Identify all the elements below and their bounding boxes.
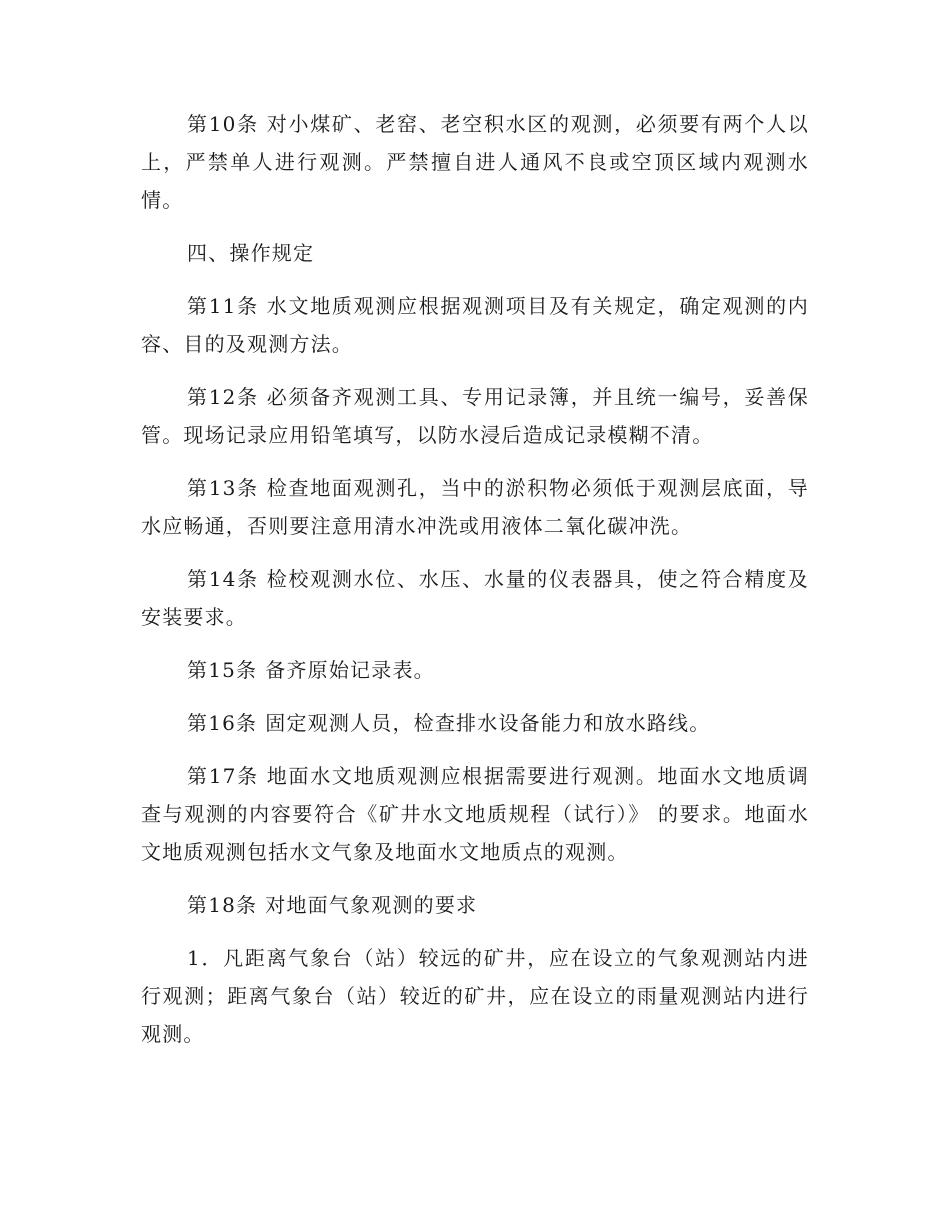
document-page	[141, 105, 809, 1068]
article-number: 第13条	[187, 476, 259, 500]
article-number: 第11条	[187, 294, 259, 318]
paragraph-article-13	[141, 469, 809, 545]
paragraph-article-18	[141, 886, 809, 924]
article-text: 必须备齐观测工具、专用记录簿，并且统一编号，妥善保管。现场记录应用铅笔填写，以防水浸后造成记录模糊不清。	[141, 385, 810, 447]
article-text: 固定观测人员，检查排水设备能力和放水路线。	[265, 711, 711, 735]
paragraph-article-12	[141, 378, 809, 454]
article-text: 水文地质观测应根据观测项目及有关规定，确定观测的内容、目的及观测方法。	[141, 294, 810, 356]
article-text: 对地面气象观测的要求	[265, 893, 478, 917]
article-number: 第16条	[187, 711, 258, 735]
section-heading-operation-rules	[141, 234, 809, 272]
paragraph-article-17	[141, 757, 809, 871]
paragraph-article-10	[141, 105, 809, 219]
paragraph-article-15	[141, 651, 809, 689]
article-number: 第17条	[187, 764, 259, 788]
paragraph-article-14	[141, 560, 809, 636]
article-text: 地面水文地质观测应根据需要进行观测。地面水文地质调查与观测的内容要符合《矿井水文地质规程（试行）》 的要求。地面水文地质观测包括水文气象及地面水文地质点的观测。	[141, 764, 810, 864]
article-number: 第14条	[187, 567, 259, 591]
article-text: 检校观测水位、水压、水量的仪表器具，使之符合精度及安装要求。	[141, 567, 810, 629]
paragraph-article-11	[141, 287, 809, 363]
article-number: 第10条	[187, 112, 259, 136]
section-heading-text: 四、操作规定	[187, 241, 315, 265]
paragraph-article-16	[141, 704, 809, 742]
article-text: 备齐原始记录表。	[265, 658, 435, 682]
article-number: 第18条	[187, 893, 258, 917]
list-item-text: 1．凡距离气象台（站）较远的矿井，应在设立的气象观测站内进行观测；距离气象台（站）较近的矿井，应在设立的雨量观测站内进行观测。	[141, 946, 809, 1046]
article-number: 第15条	[187, 658, 258, 682]
article-text: 对小煤矿、老窑、老空积水区的观测，必须要有两个人以上，严禁单人进行观测。严禁擅自进人通风不良或空顶区域内观测水情。	[141, 112, 810, 212]
article-text: 检查地面观测孔，当中的淤积物必须低于观测层底面，导水应畅通，否则要注意用清水冲洗或用液体二氧化碳冲洗。	[141, 476, 810, 538]
list-item-1	[141, 939, 809, 1053]
article-number: 第12条	[187, 385, 259, 409]
